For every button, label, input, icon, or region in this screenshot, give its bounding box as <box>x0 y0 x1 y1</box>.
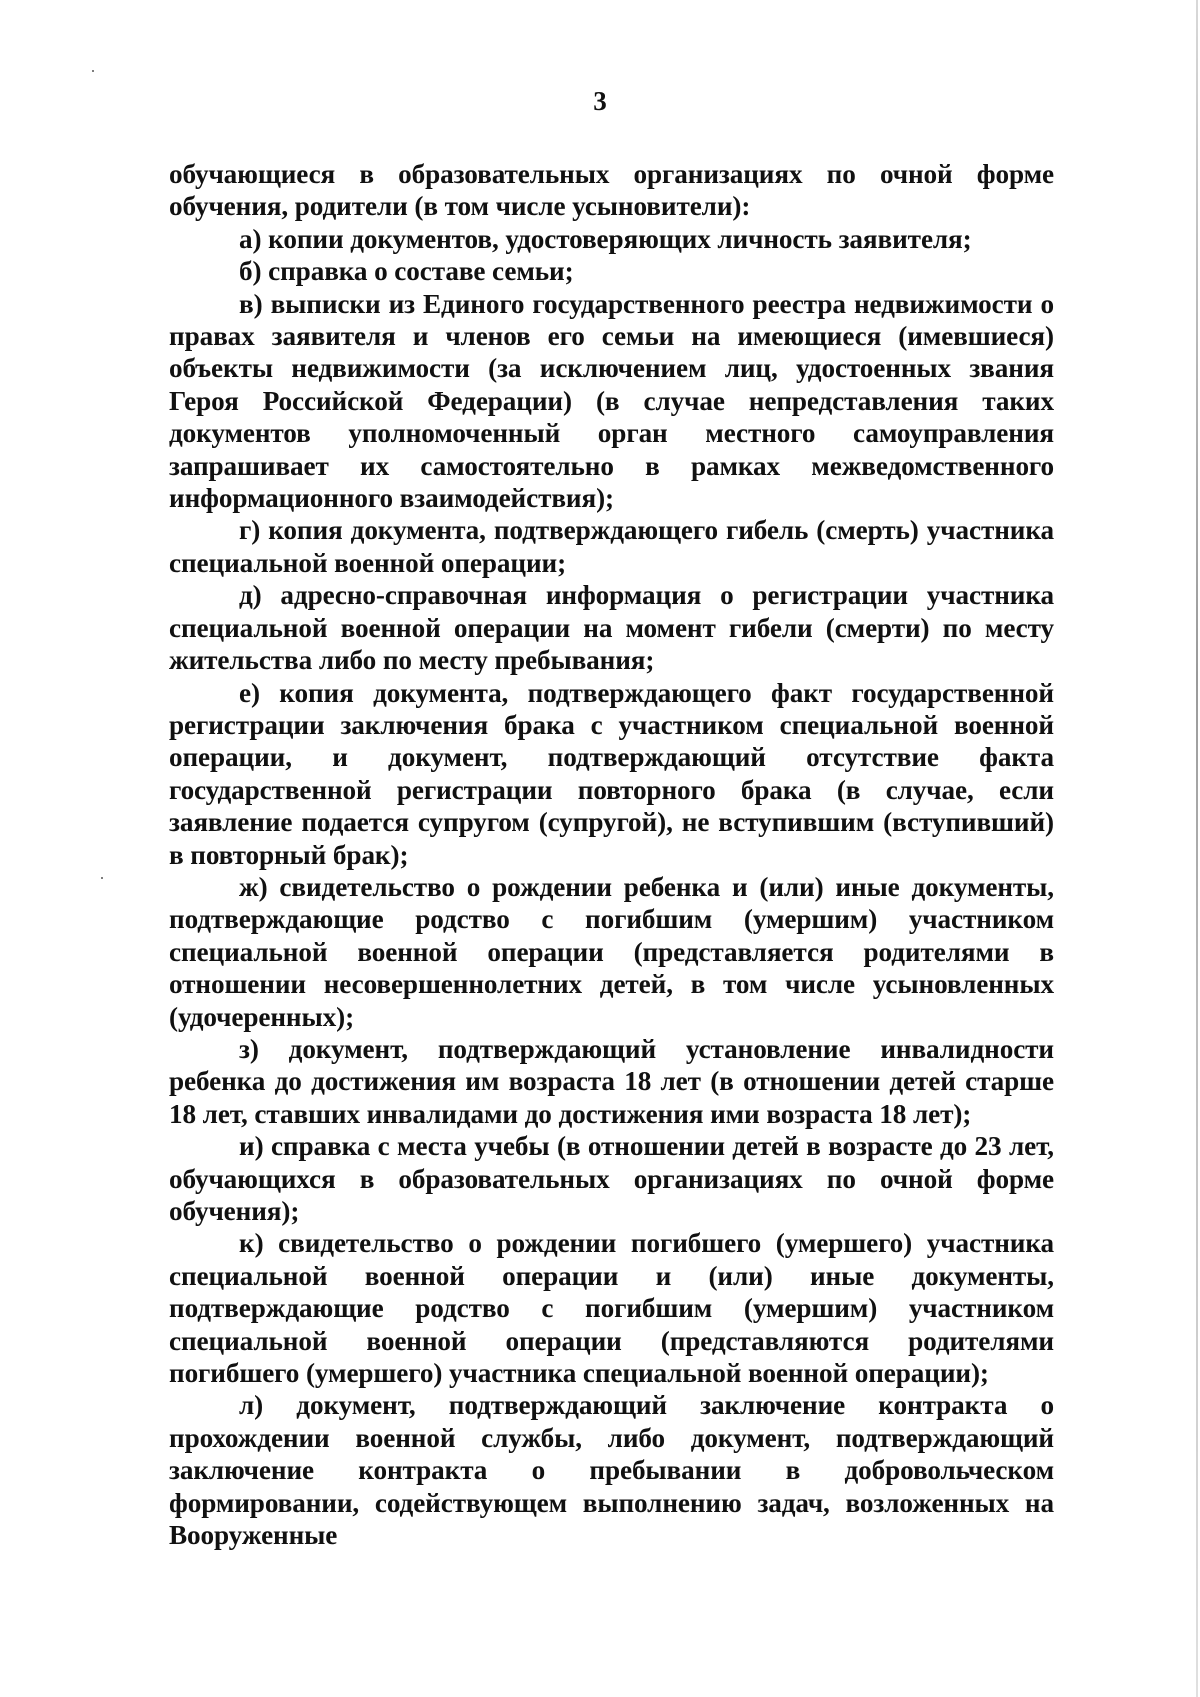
scan-speck <box>101 877 103 879</box>
list-item-k: к) свидетельство о рождении погибшего (умершего) участника специальной военной операции и (или) иные документы, подтверждающие родство с погибшим (умершим) участником специальной военной операции (представляются родителями погибшего (умершего) участника специальной военной операции); <box>169 1228 1054 1389</box>
list-item-l: л) документ, подтверждающий заключение контракта о прохождении военной службы, либо документ, подтверждающий заключение контракта о пребывании в добровольческом формировании, содействующем выполнению задач, возложенных на Вооруженные <box>169 1390 1054 1551</box>
list-item-a: а) копии документов, удостоверяющих личность заявителя; <box>239 223 972 254</box>
document-body <box>169 158 1054 1551</box>
list-item-d: д) адресно-справочная информация о регистрации участника специальной военной операции на момент гибели (смерти) по месту жительства либо по месту пребывания; <box>169 580 1054 676</box>
list-item-v: в) выписки из Единого государственного реестра недвижимости о правах заявителя и членов его семьи на имеющиеся (имевшиеся) объекты недвижимости (за исключением лиц, удостоенных звания Героя Российской Федерации) (в случае непредставления таких документов уполномоченный орган местного самоуправления запрашивает их самостоятельно в рамках межведомственного информационного взаимодействия); <box>169 288 1054 514</box>
list-item-z: з) документ, подтверждающий установление инвалидности ребенка до достижения им возраста 18 лет (в отношении детей старше 18 лет, ставших инвалидами до достижения ими возраста 18 лет); <box>169 1033 1054 1129</box>
paragraph-continuation: обучающиеся в образовательных организациях по очной форме обучения, родители (в том числе усыновители): <box>169 159 1054 222</box>
list-item-b: б) справка о составе семьи; <box>239 256 574 287</box>
list-item-e: е) копия документа, подтверждающего факт государственной регистрации заключения брака с участником специальной военной операции, и документ, подтверждающий отсутствие факта государственной регистрации повторного брака (в случае, если заявление подается супругом (супругой), не вступившим (вступивший) в повторный брак); <box>169 677 1054 870</box>
scan-edge-shadow <box>1196 0 1198 1697</box>
list-item-i: и) справка с места учебы (в отношении детей в возрасте до 23 лет, обучающихся в образовательных организациях по очной форме обучения); <box>169 1131 1054 1226</box>
list-item-g: г) копия документа, подтверждающего гибель (смерть) участника специальной военной операции; <box>169 515 1054 578</box>
list-item-zh: ж) свидетельство о рождении ребенка и (или) иные документы, подтверждающие родство с погибшим (умершим) участником специальной военной операции (представляется родителями в отношении несовершеннолетних детей, в том числе усыновленных (удочеренных); <box>169 871 1054 1032</box>
page-number: 3 <box>593 86 607 116</box>
scan-speck <box>92 70 94 72</box>
